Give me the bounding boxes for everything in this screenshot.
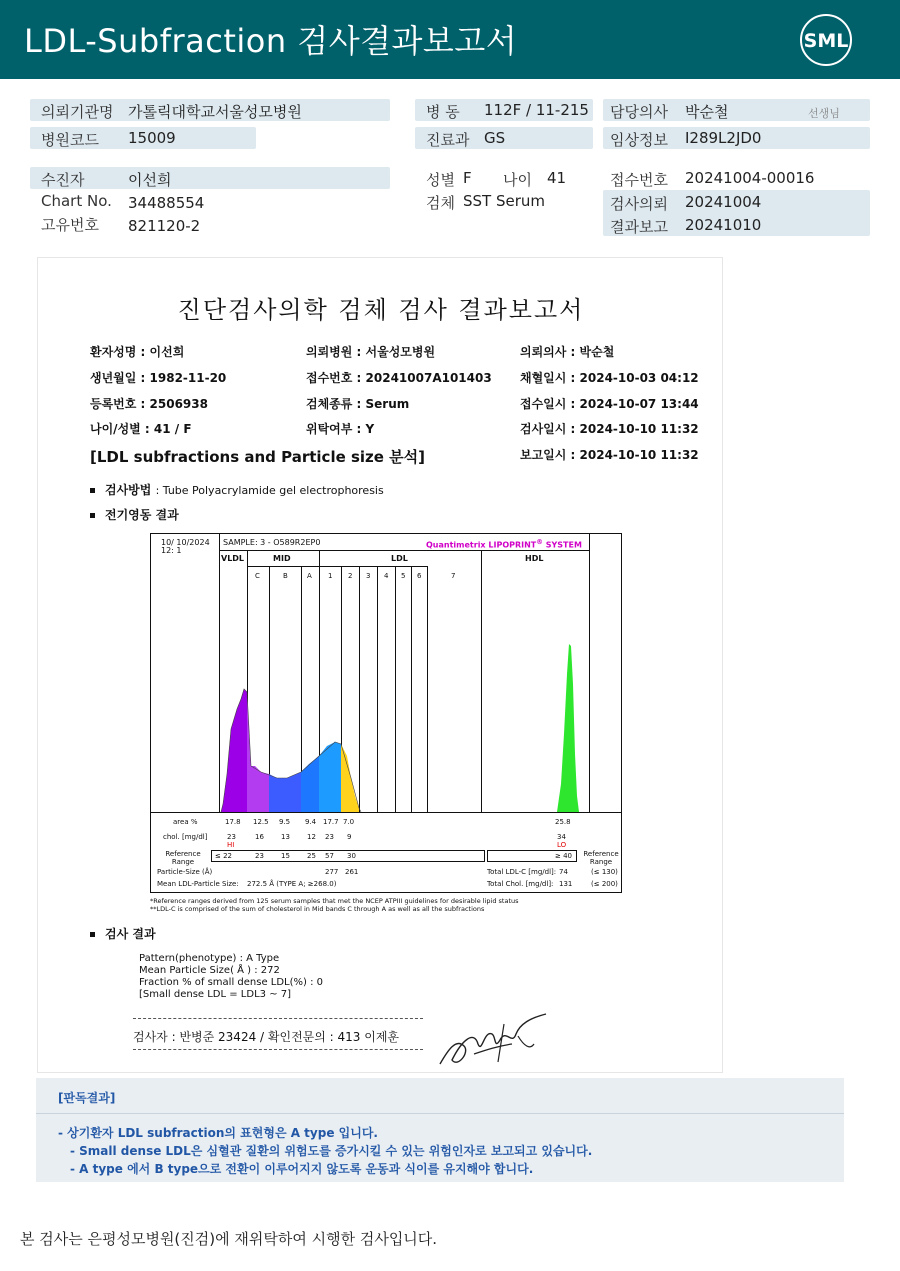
unique-no-value: 821120-2	[128, 217, 201, 235]
reference-label-right: Reference Range	[583, 850, 619, 866]
doctor-value: 박순철	[685, 103, 729, 121]
bullet-icon	[90, 513, 95, 518]
area-value: 12.5	[253, 818, 269, 826]
chart-note-2: **LDL-C is comprised of the sum of cholesterol in Mid bands C through A as well as all the subfractions	[150, 905, 485, 913]
reference-value: 23	[255, 852, 264, 860]
band-2: 2	[348, 572, 353, 580]
report-title: 진단검사의학 검체 검사 결과보고서	[177, 296, 585, 324]
sex-value: F	[463, 169, 472, 187]
collect-field: 채혈일시 : 2024-10-03 04:12	[520, 371, 699, 385]
received-field: 접수일시 : 2024-10-07 13:44	[520, 397, 699, 411]
result-sdldl-def: [Small dense LDL = LDL3 ~ 7]	[139, 989, 292, 1000]
group-hdl: HDL	[525, 554, 544, 563]
result-line	[90, 925, 156, 942]
doctor-field: 의뢰의사 : 박순철	[520, 345, 615, 359]
department-value: GS	[484, 129, 506, 147]
total-chol-label: Total Chol. [mg/dl]:	[487, 880, 554, 888]
band-7: 7	[451, 572, 456, 580]
clinical-info-label: 임상정보	[610, 131, 668, 149]
reference-value: ≤ 22	[215, 852, 232, 860]
reference-label: Reference Range	[165, 850, 201, 866]
request-org-label: 의뢰기관명	[41, 103, 114, 121]
judgment-panel	[36, 1078, 844, 1182]
result-fraction: Fraction % of small dense LDL(%) : 0	[139, 977, 324, 988]
total-ldl-ref: (≤ 130)	[591, 868, 618, 876]
chart-no-value: 34488554	[128, 194, 205, 212]
request-org-value: 가톨릭대학교서울성모병원	[128, 103, 302, 121]
request-date-value: 20241004	[685, 193, 762, 211]
method-line	[90, 481, 384, 498]
specimen-label: 검체	[426, 194, 455, 212]
densitometry-trace	[151, 534, 621, 814]
total-chol-ref: (≤ 200)	[591, 880, 618, 888]
reported-field: 보고일시 : 2024-10-10 11:32	[520, 448, 699, 462]
bullet-icon	[90, 488, 95, 493]
area-label: area %	[173, 818, 198, 826]
band-3: 3	[366, 572, 371, 580]
band-a: A	[307, 572, 312, 580]
reference-value: 15	[281, 852, 290, 860]
particle-size-value: 261	[345, 868, 359, 876]
doctor-label: 담당의사	[610, 103, 668, 121]
ward-label: 병 동	[426, 103, 460, 121]
mean-ldl-value: 272.5 Å (TYPE A; ≥268.0)	[247, 880, 337, 888]
age-label: 나이	[503, 171, 532, 189]
bullet-icon	[90, 932, 95, 937]
patient-name-field: 환자성명 : 이선희	[90, 345, 185, 359]
chol-value: 23	[325, 833, 334, 841]
judgment-line-1: - 상기환자 LDL subfraction의 표현형은 A type 입니다.	[58, 1126, 378, 1140]
sign-line-bottom	[133, 1049, 423, 1050]
chol-hdl-value: 34	[557, 833, 566, 841]
specimen-value: SST Serum	[463, 192, 546, 210]
judgment-line-2: - Small dense LDL은 심혈관 질환의 위험도를 증가시킬 수 있는 위험인자로 보고되고 있습니다.	[70, 1144, 593, 1158]
receipt-field: 접수번호 : 20241007A101403	[306, 371, 492, 385]
method-value: : Tube Polyacrylamide gel electrophoresis	[155, 484, 384, 497]
chol-value: 12	[307, 833, 316, 841]
total-ldl-label: Total LDL-C [mg/dl]:	[487, 868, 557, 876]
chart-time: 12: 1	[161, 546, 182, 555]
receipt-no-label: 접수번호	[610, 171, 668, 189]
reference-value: 25	[307, 852, 316, 860]
peak-vldl	[221, 689, 247, 812]
chol-value: 16	[255, 833, 264, 841]
total-chol-value: 131	[559, 880, 573, 888]
electro-line	[90, 506, 179, 523]
ward-value: 112F / 11-215	[484, 101, 589, 119]
mean-ldl-label: Mean LDL-Particle Size:	[157, 880, 239, 888]
electro-label: 전기영동 결과	[105, 508, 179, 522]
particle-size-label: Particle-Size (Å)	[157, 868, 213, 876]
area-value: 9.4	[305, 818, 317, 826]
group-mid: MID	[273, 554, 291, 563]
brand-mark: ®	[536, 538, 543, 546]
footer-note: 본 검사는 은평성모병원(진검)에 재위탁하여 시행한 검사입니다.	[20, 1230, 438, 1248]
flag-lo: LO	[557, 841, 567, 849]
specimen-field: 검체종류 : Serum	[306, 397, 410, 411]
judgment-header: [판독결과]	[58, 1091, 116, 1105]
signature-image	[434, 1010, 552, 1072]
method-label: 검사방법	[105, 483, 152, 497]
birth-field: 생년월일 : 1982-11-20	[90, 371, 227, 385]
report-date-value: 20241010	[685, 216, 762, 234]
sign-line-top	[133, 1018, 423, 1019]
department-label: 진료과	[426, 131, 470, 149]
unique-no-label: 고유번호	[41, 216, 99, 234]
chart-note-1: *Reference ranges derived from 125 serum samples that met the NCEP ATPIII guidelines for desirable lipid status	[150, 897, 519, 905]
judgment-divider	[36, 1113, 844, 1114]
sml-logo: SML	[800, 14, 852, 66]
total-ldl-value: 74	[559, 868, 568, 876]
brand-suffix: SYSTEM	[545, 540, 582, 550]
chart-no-label: Chart No.	[41, 192, 112, 210]
band-6: 6	[417, 572, 422, 580]
judgment-line-3: - A type 에서 B type으로 전환이 이루어지지 않도록 운동과 식이를 유지해야 합니다.	[70, 1162, 534, 1176]
area-value: 17.7	[323, 818, 339, 826]
hospital-code-value: 15009	[128, 129, 176, 147]
sex-label: 성별	[426, 171, 455, 189]
request-date-label: 검사의뢰	[610, 195, 668, 213]
consign-field: 위탁여부 : Y	[306, 422, 375, 436]
tested-field: 검사일시 : 2024-10-10 11:32	[520, 422, 699, 436]
area-value: 9.5	[279, 818, 291, 826]
particle-size-value: 277	[325, 868, 339, 876]
table-top-line	[151, 812, 621, 813]
doctor-suffix: 선생님	[808, 107, 840, 120]
flag-hi: HI	[227, 841, 235, 849]
chart-sample: SAMPLE: 3 - O589R2EP0	[223, 538, 321, 547]
chol-label: chol. [mg/dl]	[163, 833, 208, 841]
agesex-field: 나이/성별 : 41 / F	[90, 422, 192, 436]
analysis-section-title: [LDL subfractions and Particle size 분석]	[90, 448, 426, 466]
reference-value: 57	[325, 852, 334, 860]
band-b: B	[283, 572, 288, 580]
chart-date: 10/ 10/2024	[161, 538, 210, 547]
band-1: 1	[328, 572, 333, 580]
band-5: 5	[401, 572, 406, 580]
area-value: 17.8	[225, 818, 241, 826]
brand-name: Quantimetrix LIPOPRINT	[426, 540, 537, 550]
peak-ldl-1	[319, 742, 341, 812]
report-date-label: 결과보고	[610, 218, 668, 236]
report-header	[0, 0, 900, 79]
patient-value: 이선희	[128, 171, 172, 189]
signers: 검사자 : 반병준 23424 / 확인전문의 : 413 이제훈	[133, 1030, 400, 1044]
clinical-info-value: I289L2JD0	[685, 129, 762, 147]
reference-value: 30	[347, 852, 356, 860]
hospital-field: 의뢰병원 : 서울성모병원	[306, 345, 436, 359]
result-mean-size: Mean Particle Size( Å ) : 272	[139, 965, 280, 976]
page-title: LDL-Subfraction 검사결과보고서	[24, 22, 518, 60]
reference-hdl-value: ≥ 40	[555, 852, 572, 860]
lab-report	[37, 257, 723, 1073]
area-value: 7.0	[343, 818, 355, 826]
reg-field: 등록번호 : 2506938	[90, 397, 208, 411]
hospital-code-label: 병원코드	[41, 131, 99, 149]
patient-label: 수진자	[41, 171, 85, 189]
chol-value: 13	[281, 833, 290, 841]
band-4: 4	[384, 572, 389, 580]
age-value: 41	[547, 169, 567, 187]
result-pattern: Pattern(phenotype) : A Type	[139, 953, 280, 964]
group-ldl: LDL	[391, 554, 408, 563]
chol-value: 23	[227, 833, 236, 841]
peak-hdl	[557, 644, 579, 812]
result-label: 검사 결과	[105, 927, 156, 941]
chol-value: 9	[347, 833, 352, 841]
electrophoresis-chart	[150, 533, 622, 893]
receipt-no-value: 20241004-00016	[685, 169, 815, 187]
band-c: C	[255, 572, 260, 580]
area-hdl-value: 25.8	[555, 818, 571, 826]
group-vldl: VLDL	[221, 554, 245, 563]
